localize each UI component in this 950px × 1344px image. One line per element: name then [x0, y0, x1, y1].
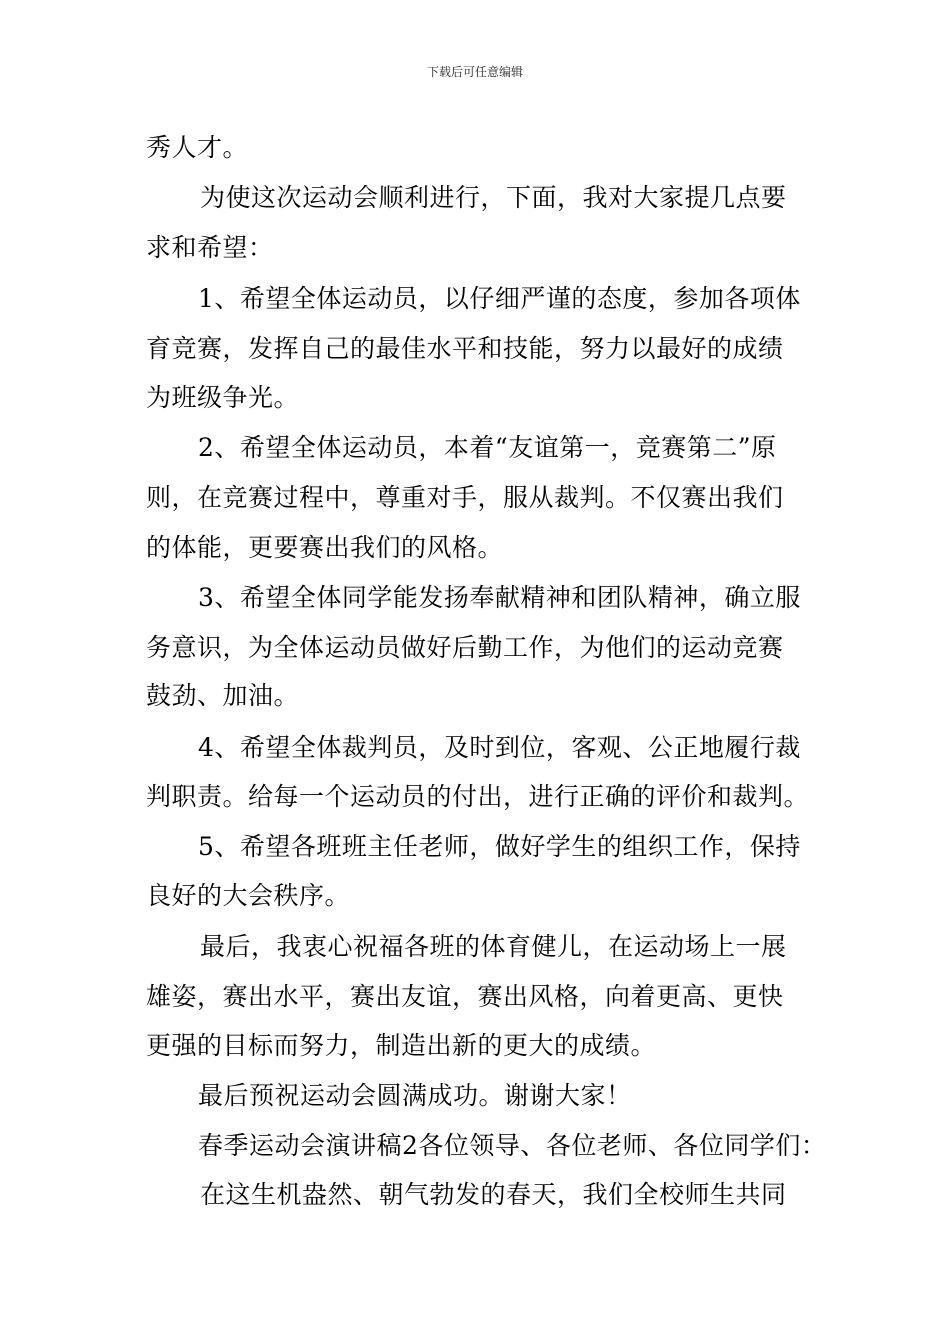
text-line: 春季运动会演讲稿2各位领导、各位老师、各位同学们：	[198, 1131, 827, 1160]
text-line: 的体能，更要赛出我们的风格。	[146, 533, 504, 562]
text-line: 2、希望全体运动员，本着“友谊第一，竞赛第二”原	[198, 433, 777, 462]
text-line: 为使这次运动会顺利进行，下面，我对大家提几点要	[200, 183, 787, 212]
text-line: 更强的目标而努力，制造出新的更大的成绩。	[146, 1031, 657, 1060]
text-line: 鼓劲、加油。	[146, 681, 300, 710]
text-line: 5、希望各班班主任老师，做好学生的组织工作，保持	[198, 832, 801, 861]
text-line: 为班级争光。	[146, 383, 300, 412]
text-line: 务意识，为全体运动员做好后勤工作，为他们的运动竞赛	[146, 633, 784, 662]
text-line: 4、希望全体裁判员，及时到位，客观、公正地履行裁	[198, 733, 801, 762]
text-line: 判职责。给每一个运动员的付出，进行正确的评价和裁判。	[146, 782, 810, 811]
text-line: 良好的大会秩序。	[146, 881, 351, 910]
page-header: 下载后可任意编辑	[426, 65, 523, 79]
text-line: 雄姿，赛出水平，赛出友谊，赛出风格，向着更高、更快	[146, 982, 784, 1011]
text-line: 最后预祝运动会圆满成功。谢谢大家！	[198, 1081, 632, 1110]
text-line: 育竞赛，发挥自己的最佳水平和技能，努力以最好的成绩	[146, 334, 784, 363]
text-line: 最后，我衷心祝福各班的体育健儿，在运动场上一展	[200, 932, 787, 961]
text-line: 则，在竞赛过程中，尊重对手，服从裁判。不仅赛出我们	[146, 483, 784, 512]
text-line: 3、希望全体同学能发扬奉献精神和团队精神，确立服	[198, 583, 801, 612]
text-line: 秀人才。	[146, 133, 249, 162]
text-line: 在这生机盎然、朝气勃发的春天，我们全校师生共同	[200, 1180, 787, 1209]
text-line: 求和希望：	[146, 233, 274, 262]
text-line: 1、希望全体运动员，以仔细严谨的态度，参加各项体	[198, 284, 801, 313]
